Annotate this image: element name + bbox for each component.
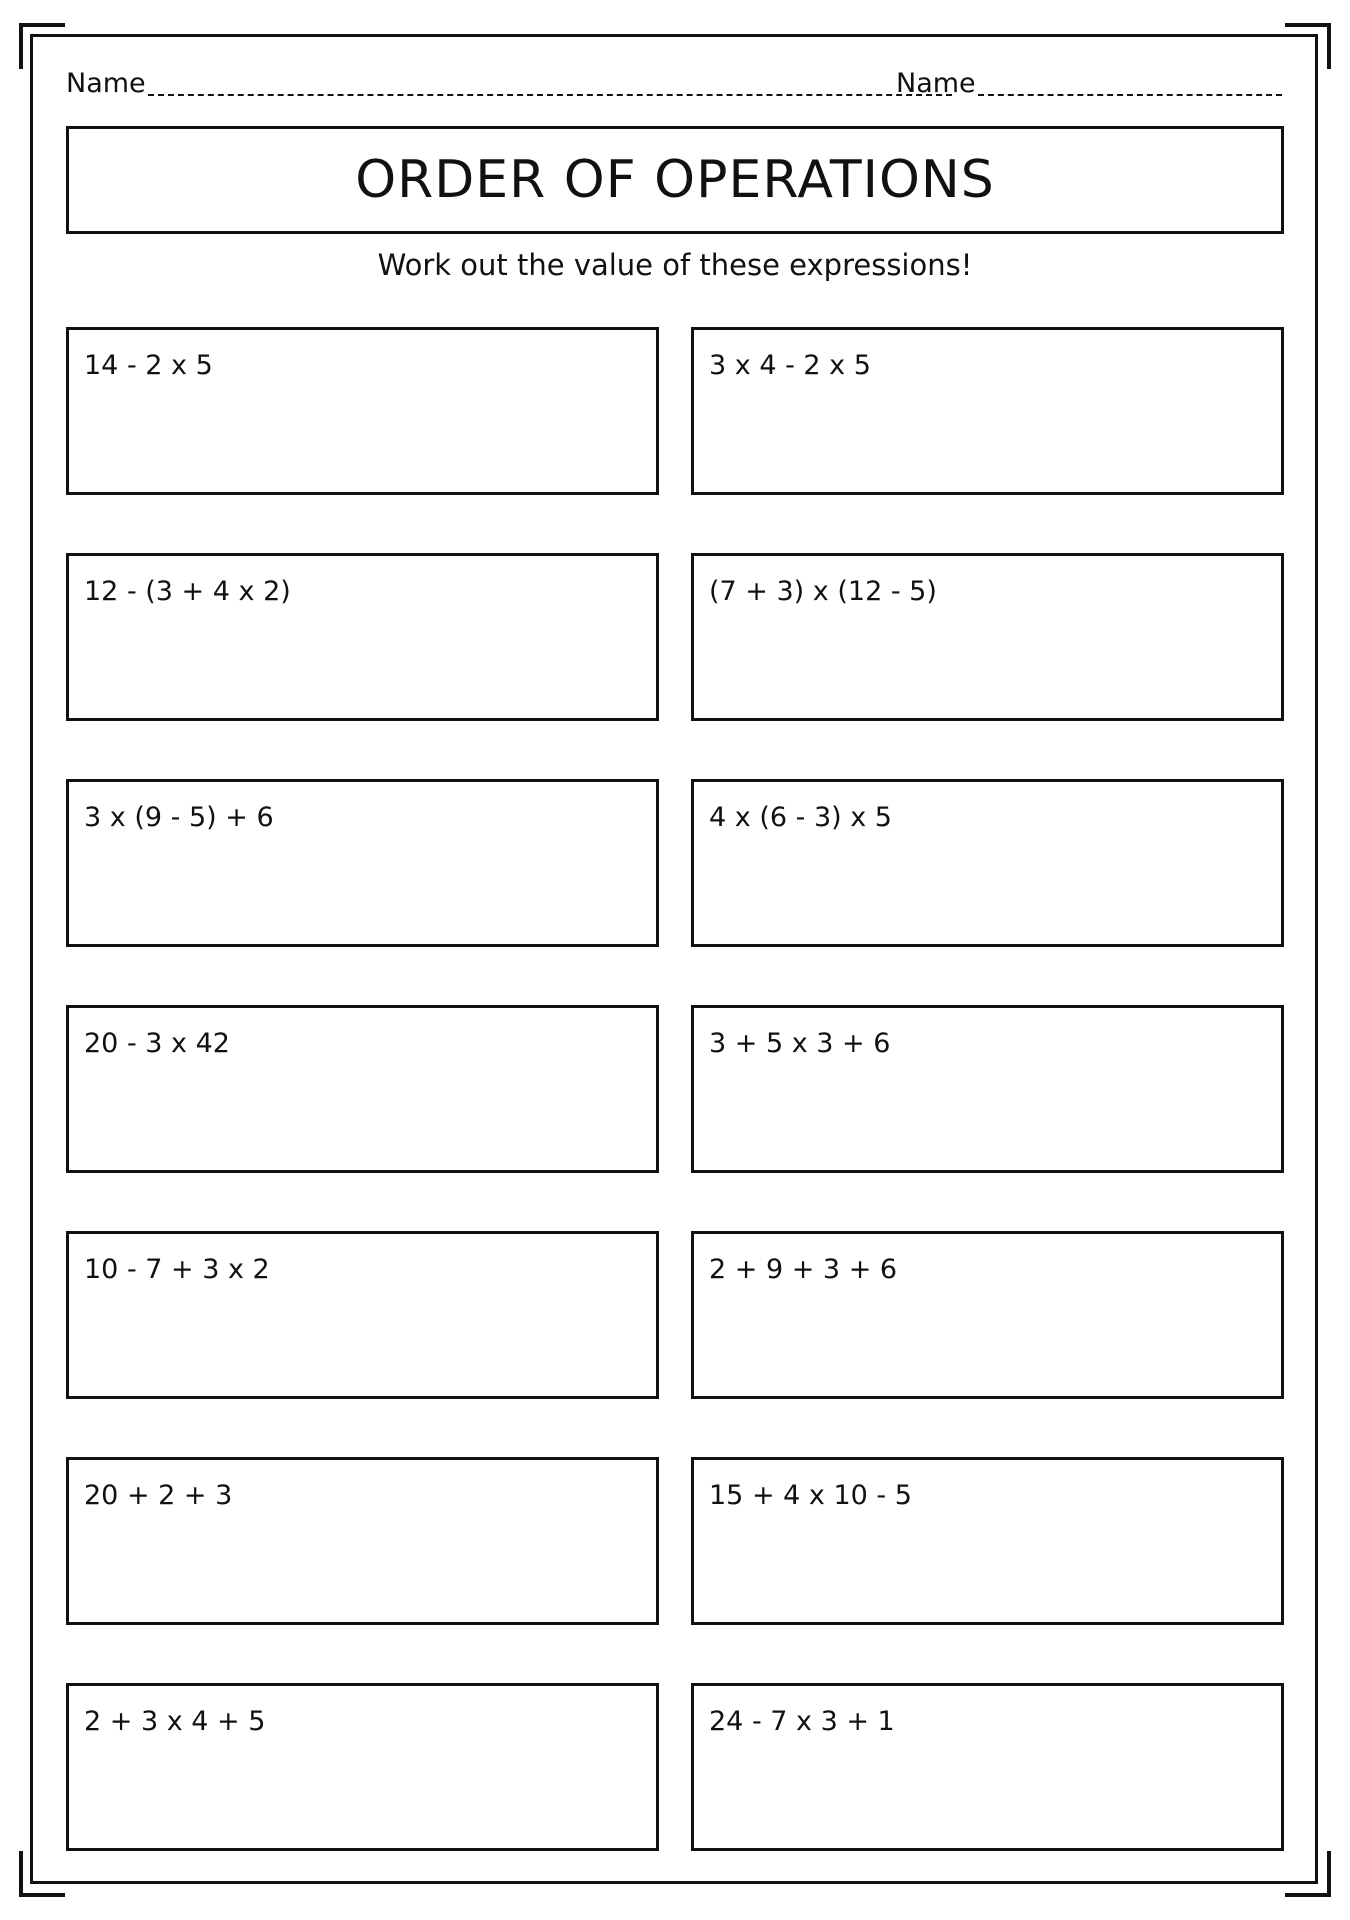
problem-expression: 3 + 5 x 3 + 6 [709, 1028, 891, 1059]
problem-box[interactable] [691, 1457, 1284, 1625]
problem-expression: 4 x (6 - 3) x 5 [709, 802, 892, 833]
problem-expression: 12 - (3 + 4 x 2) [84, 576, 291, 607]
name-field-left[interactable] [148, 94, 952, 96]
problem-box[interactable] [66, 1231, 659, 1399]
problem-expression: 14 - 2 x 5 [84, 350, 213, 381]
instructions: Work out the value of these expressions! [377, 248, 973, 282]
problem-expression: 3 x (9 - 5) + 6 [84, 802, 274, 833]
name-field-right[interactable] [978, 94, 1282, 96]
problem-box[interactable] [66, 1005, 659, 1173]
problem-box[interactable] [66, 1683, 659, 1851]
problem-expression: 20 - 3 x 42 [84, 1028, 230, 1059]
corner-ornament-top-left [19, 23, 65, 69]
problem-box[interactable] [691, 1683, 1284, 1851]
problem-grid [66, 327, 1284, 1851]
problem-box[interactable] [691, 327, 1284, 495]
corner-ornament-bottom-left [19, 1851, 65, 1897]
problem-expression: (7 + 3) x (12 - 5) [709, 576, 937, 607]
problem-expression: 24 - 7 x 3 + 1 [709, 1706, 895, 1737]
problem-box[interactable] [691, 553, 1284, 721]
worksheet-title: ORDER OF OPERATIONS [355, 150, 995, 210]
name-row [66, 68, 1284, 104]
problem-box[interactable] [66, 1457, 659, 1625]
corner-ornament-bottom-right [1285, 1851, 1331, 1897]
problem-box[interactable] [691, 779, 1284, 947]
problem-box[interactable] [66, 327, 659, 495]
problem-expression: 20 + 2 + 3 [84, 1480, 233, 1511]
problem-expression: 15 + 4 x 10 - 5 [709, 1480, 912, 1511]
problem-expression: 2 + 3 x 4 + 5 [84, 1706, 266, 1737]
problem-expression: 2 + 9 + 3 + 6 [709, 1254, 898, 1285]
problem-box[interactable] [66, 779, 659, 947]
problem-box[interactable] [691, 1005, 1284, 1173]
problem-expression: 3 x 4 - 2 x 5 [709, 350, 871, 381]
problem-expression: 10 - 7 + 3 x 2 [84, 1254, 270, 1285]
name-label-left: Name [66, 68, 146, 99]
problem-box[interactable] [691, 1231, 1284, 1399]
corner-ornament-top-right [1285, 23, 1331, 69]
problem-box[interactable] [66, 553, 659, 721]
name-label-right: Name [896, 68, 976, 99]
worksheet-title-box [66, 126, 1284, 234]
